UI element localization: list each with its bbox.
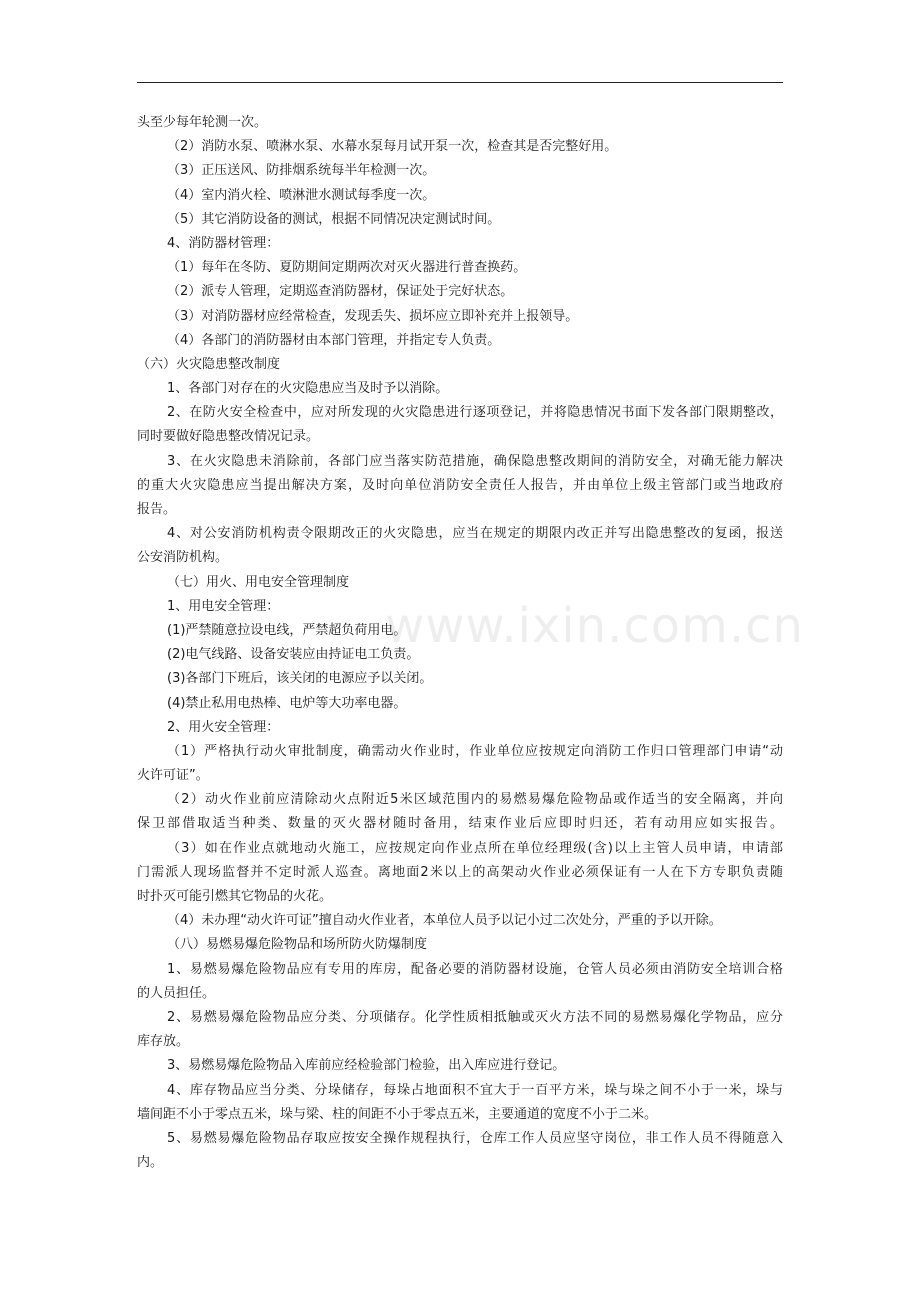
text-line: （3）对消防器材应经常检查，发现丢失、损坏应立即补充并上报领导。 [167,308,579,324]
text-line: 1、各部门对存在的火灾隐患应当及时予以消除。 [167,381,449,397]
text-line: 同时要做好隐患整改情况记录。 [137,429,320,445]
text-line: 4、对公安消防机构责令限期改正的火灾隐患，应当在规定的期限内改正并写出隐患整改的复函，报送 [167,526,783,542]
text-line: 4、库存物品应当分类、分垛储存，每垛占地面积不宜大于一百平方米，垛与垛之间不小于一米，垛与 [167,1082,783,1098]
text-line: （1）每年在冬防、夏防期间定期两次对灭火器进行普查换药。 [167,260,527,276]
text-line: （六）火灾隐患整改制度 [137,356,281,372]
text-line: （3）正压送风、防排烟系统每半年检测一次。 [167,163,436,179]
text-line: 2、用火安全管理： [167,719,280,735]
text-line: 时扑灭可能引燃其它物品的火花。 [137,889,333,904]
text-line: （2）动火作业前应清除动火点附近5米区域范围内的易燃易爆危险物品或作适当的安全隔离，并向 [167,792,783,808]
text-line: （八）易燃易爆危险物品和场所防火防爆制度 [167,937,428,953]
text-line: (1)严禁随意拉设电线，严禁超负荷用电。 [167,622,407,638]
document-body [137,111,783,1175]
text-line: 门需派人现场监督并不定时派人巡查。离地面2米以上的高架动火作业必须保证有一人在下方专职负责随 [137,864,783,880]
text-line: 2、在防火安全检查中，应对所发现的火灾隐患进行逐项登记，并将隐患情况书面下发各部门限期整改， [167,405,783,421]
text-line: （4）室内消火栓、喷淋泄水测试每季度一次。 [167,187,436,203]
text-line: 3、易燃易爆危险物品入库前应经检验部门检验，出入库应进行登记。 [167,1058,566,1074]
text-line: （5）其它消防设备的测试，根据不同情况决定测试时间。 [167,211,501,227]
text-line: 3、在火灾隐患未消除前，各部门应当落实防范措施，确保隐患整改期间的消防安全，对确无能力解决 [167,453,783,469]
text-line: 1、易燃易爆危险物品应有专用的库房，配备必要的消防器材设施，仓管人员必须由消防安全培训合格 [167,961,783,977]
text-line: 公安消防机构。 [137,550,229,566]
text-line: 墙间距不小于零点五米，垛与梁、柱的间距不小于零点五米，主要通道的宽度不小于二米。 [137,1106,658,1122]
text-line: (3)各部门下班后，该关闭的电源应予以关闭。 [167,671,433,687]
text-line: (2)电气线路、设备安装应由持证电工负责。 [167,647,420,663]
header-rule [137,82,783,83]
text-line: （4）未办理“动火许可证”擅自动火作业者，本单位人员予以记小过二次处分，严重的予以开除。 [167,913,722,929]
text-line: （4）各部门的消防器材由本部门管理，并指定专人负责。 [167,332,501,348]
text-line: 内。 [137,1155,164,1171]
text-line: 报告。 [137,502,177,517]
text-line: 1、用电安全管理： [167,598,280,614]
text-line: 2、易燃易爆危险物品应分类、分项储存。化学性质相抵触或灭火方法不同的易燃易爆化学物品，应分 [167,1009,783,1025]
text-line: 库存放。 [137,1034,190,1050]
watermark: www.ixin.com.cn [385,598,804,654]
text-line: (4)禁止私用电热棒、电炉等大功率电器。 [167,695,407,711]
text-line: 头至少每年轮测一次。 [137,115,268,130]
text-line: 5、易燃易爆危险物品存取应按安全操作规程执行，仓库工作人员应坚守岗位，非工作人员不得随意入 [167,1130,783,1146]
text-line: （3）如在作业点就地动火施工，应按规定向作业点所在单位经理级(含)以上主管人员申请，申请部 [167,840,783,856]
text-line: 保卫部借取适当种类、数量的灭火器材随时备用，结束作业后应即时归还，若有动用应如实报告。 [137,816,783,832]
text-line: （1）严格执行动火审批制度，确需动火作业时，作业单位应按规定向消防工作归口管理部门申请“动 [167,743,783,759]
text-line: 火许可证”。 [137,768,209,784]
text-line: （2）派专人管理，定期巡查消防器材，保证处于完好状态。 [167,284,514,300]
text-line: （七）用火、用电安全管理制度 [167,574,350,590]
text-line: 4、消防器材管理： [167,235,280,251]
text-line: 的人员担任。 [137,985,216,1001]
text-line: （2）消防水泵、喷淋水泵、水幕水泵每月试开泵一次，检查其是否完整好用。 [167,139,618,155]
text-line: 的重大火灾隐患应当提出解决方案，及时向单位消防安全责任人报告，并由单位上级主管部门或当地政府 [137,477,783,493]
